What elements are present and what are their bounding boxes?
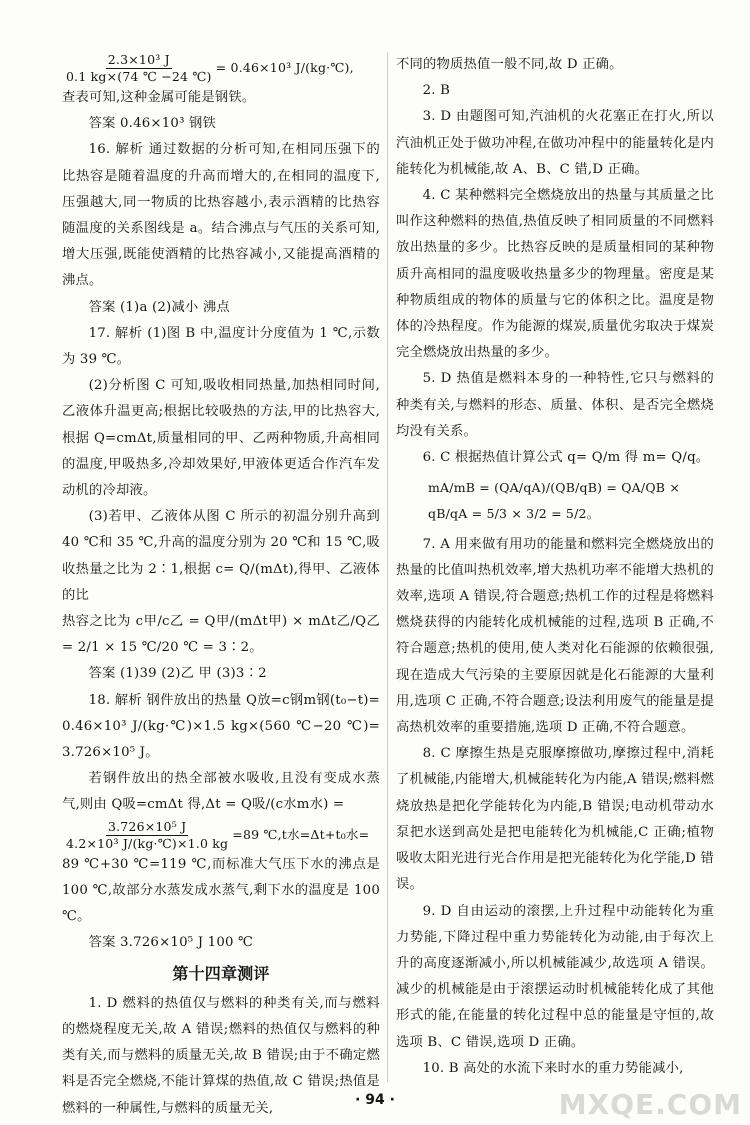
question-7-solution: 7. A 用来做有用功的能量和燃料完全燃烧放出的热量的比值叫热机效率,增大热机功率不能增大热机的效率,选项 A 错误,符合题意;热机工作的过程是将燃料燃烧获得的内能转化成机械能的过程,选项 B 正确,不符合题意;热机的使用,使人类对化石能源的依赖很强,现在造成大气污染的主要原因就是化石能源的大量利用,选项 C 正确,不符合题意;设法利用废气的能量是提高热机效率的重要措施,选项 D 正确,不符合题意。 <box>396 536 714 736</box>
question-1-end: 不同的物质热值一般不同,故 D 正确。 <box>396 57 623 72</box>
question-1-solution: 1. D 燃料的热值仅与燃料的种类有关,而与燃料的燃烧程度无关,故 A 错误;燃料的热值仅与燃料的种类有关,而与燃料的质量无关,故 B 错误;由于不确定燃料是否完全燃烧,不能计算煤的热值,故 C 错误;热值是燃料的一种属性,与燃料的质量无关, <box>62 995 380 1116</box>
fraction-denominator: 4.2×10³ J/(kg·℃)×1.0 kg <box>66 835 229 851</box>
paragraph-lookup: 查表可知,这种金属可能是钢铁。 <box>62 90 256 105</box>
question-10-solution: 10. B 高处的水流下来时水的重力势能减小, <box>422 1060 684 1076</box>
question-3-solution: 3. D 由题图可知,汽油机的火花塞正在打火,所以汽油机正处于做功冲程,在做功冲程中的能量转化是内能转化为机械能,故 A、B、C 错,D 正确。 <box>396 109 714 177</box>
question-2-answer: 2. B <box>422 83 451 99</box>
left-column <box>62 52 380 1122</box>
question-9-solution: 9. D 自由运动的滚摆,上升过程中动能转化为重力势能,下降过程中重力势能转化为动能,由于每次上升的高度逐渐减小,所以机械能减少,故选项 A 错误。减少的机械能是由于滚摆运动时机械能转化成了其他形式的能,在能量的转化过程中总的能量是守恒的,故选项 B、C 错误,选项 D 正确。 <box>396 903 714 1050</box>
question-17-part1: 17. 解析 (1)图 B 中,温度计分度值为 1 ℃,示数为 39 ℃。 <box>62 325 380 368</box>
question-5-solution: 5. D 热值是燃料本身的一种特性,它只与燃料的种类有关,与燃料的形态、质量、体积、是否完全燃烧均没有关系。 <box>396 371 714 439</box>
column-divider <box>387 52 388 1082</box>
fraction-numerator: 2.3×10³ J <box>107 52 170 67</box>
water-temperature-equation <box>62 819 380 852</box>
fraction-numerator: 3.726×10⁵ J <box>107 818 187 834</box>
question-8-solution: 8. C 摩擦生热是克服摩擦做功,摩擦过程中,消耗了机械能,内能增大,机械能转化为内能,A 错误;燃料燃烧放热是把化学能转化为内能,B 错误;电动机带动水泵把水送到高处是把电能转化为机械能,C 正确;植物吸收太阳光进行光合作用是把光能转化为化学能,D 错误。 <box>396 746 714 893</box>
question-17-part3: (3)若甲、乙液体从图 C 所示的初温分别升高到 40 ℃和 35 ℃,升高的温度分别为 20 ℃和 15 ℃,吸收热量之比为 2∶1,根据 c= Q/(mΔt),得甲、乙液体的比 <box>62 509 380 603</box>
answer-17: 答案 (1)39 (2)乙 甲 (3)3∶2 <box>88 666 267 682</box>
question-4-solution: 4. C 某种燃料完全燃烧放出的热量与其质量之比叫作这种燃料的热值,热值反映了相同质量的不同燃料放出热量的多少。比热容反映的是质量相同的某种物质升高相同的温度吸收热量多少的物理量。密度是某种物质组成的物体的质量与它的体积之比。温度是物体的冷热程度。作为能源的煤炭,质量优劣取决于煤炭完全燃烧放出热量的多少。 <box>396 188 714 361</box>
question-16-solution: 16. 解析 通过数据的分析可知,在相同压强下的比热容是随着温度的升高而增大的,在相同的温度下,压强越大,同一物质的比热容越小,表示酒精的比热容随温度的关系图线是 a。结合沸点与气压的关系可知,增大压强,既能使酒精的比热容减小,又能提高酒精的沸点。 <box>62 142 380 289</box>
question-17-part2: (2)分析图 C 可知,吸收相同热量,加热相同时间,乙液体升温更高;根据比较吸热的方法,甲的比热容大,根据 Q=cmΔt,质量相同的甲、乙两种物质,升高相同的温度,甲吸热多,冷却效果好,甲液体更适合作汽车发动机的冷却液。 <box>62 378 380 499</box>
answer-prev: 答案 0.46×10³ 钢铁 <box>88 116 217 132</box>
question-6-solution: 6. C 根据热值计算公式 q= Q/m 得 m= Q/q。 <box>422 450 710 466</box>
fraction-denominator: 0.1 kg×(74 ℃ −24 ℃) <box>66 69 212 84</box>
answer-16: 答案 (1)a (2)减小 沸点 <box>88 299 230 315</box>
metal-specific-heat-equation <box>62 52 380 85</box>
question-18-part3: 89 ℃+30 ℃=119 ℃,而标准大气压下水的沸点是 100 ℃,故部分水蒸发成水蒸气,剩下水的温度是 100 ℃。 <box>62 856 380 925</box>
question-18-part2: 若钢件放出的热全部被水吸收,且没有变成水蒸气,则由 Q吸=cmΔt 得,Δt = Q吸/(c水m水) = <box>62 771 380 813</box>
question-17-ratio: 热容之比为 c甲/c乙 = Q甲/(mΔt甲) × mΔt乙/Q乙 = 2/1 × 15 ℃/20 ℃ = 3∶2。 <box>62 614 380 656</box>
answer-18: 答案 3.726×10⁵ J 100 ℃ <box>88 935 254 951</box>
watermark-logo: MXQE.COM <box>558 1088 742 1121</box>
fraction <box>64 52 214 85</box>
page-number: · 94 · <box>355 1092 395 1108</box>
mass-ratio-equation <box>428 475 714 527</box>
fraction <box>64 819 230 852</box>
chapter-title: 第十四章测评 <box>172 963 270 983</box>
equation-result: = 0.46×10³ J/(kg·℃), <box>215 60 354 76</box>
right-column <box>396 52 714 1082</box>
question-18-part1: 18. 解析 钢件放出的热量 Q放=c钢m钢(t₀−t)= 0.46×10³ J/(kg·℃)×1.5 kg×(560 ℃−20 ℃)= 3.726×10⁵ J。 <box>62 692 380 761</box>
equation-text: mA/mB = (QA/qA)/(QB/qB) = QA/QB × qB/qA = 5/3 × 3/2 = 5/2。 <box>428 480 681 522</box>
equation-result: =89 ℃,t水=Δt+t₀水= <box>232 827 370 843</box>
